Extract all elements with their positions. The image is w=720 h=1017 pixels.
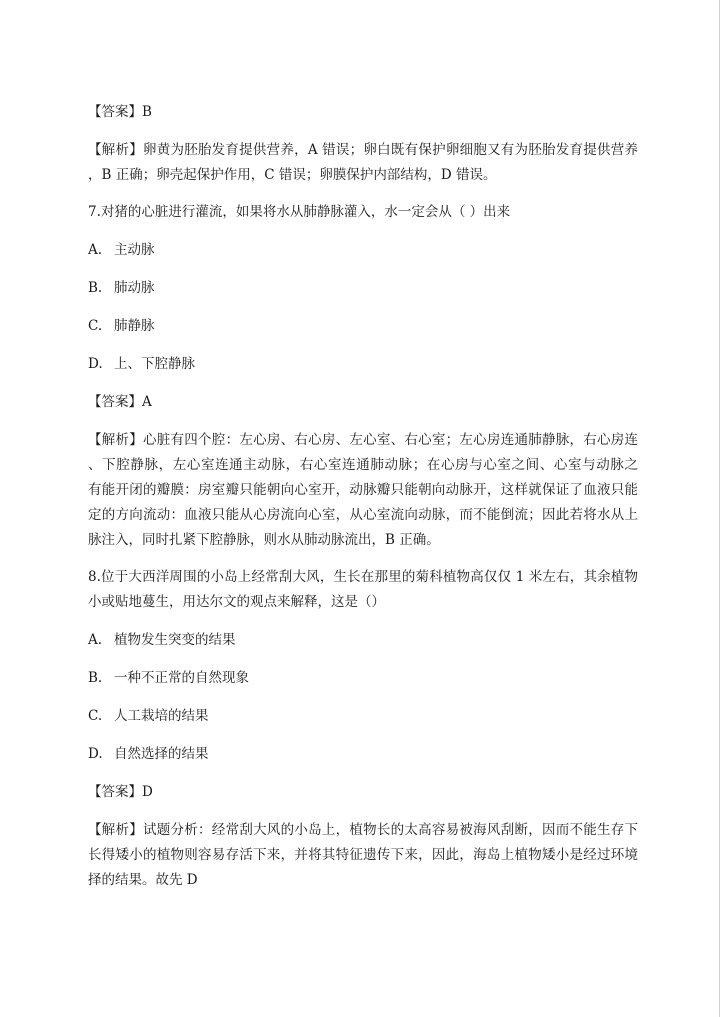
option-letter: A. bbox=[88, 242, 103, 258]
option-text: 上、下腔静脉 bbox=[114, 356, 195, 372]
q8-answer-block bbox=[88, 782, 638, 802]
option-letter: D. bbox=[88, 746, 103, 762]
option-text: 主动脉 bbox=[114, 242, 155, 258]
q8-stem-block bbox=[88, 567, 638, 612]
q7-analysis-line: 脉注入，同时扎紧下腔静脉，则水从肺动脉流出，B 正确。 bbox=[88, 532, 440, 548]
q8-analysis-line: 择的结果。故先 D bbox=[88, 872, 198, 888]
option-text: 肺静脉 bbox=[114, 318, 155, 334]
option-letter: A. bbox=[88, 632, 103, 648]
q7-analysis-line: 定的方向流动：血液只能从心房流向心室，从心室流向动脉，而不能倒流；因此若将水从上 bbox=[88, 507, 638, 523]
q7-analysis-line: 、下腔静脉，左心室连通主动脉，右心室连通肺动脉；在心房与心室之间、心室与动脉之 bbox=[88, 457, 638, 473]
option-text: 人工栽培的结果 bbox=[114, 708, 209, 724]
q8-stem-line: 小或贴地蔓生，用达尔文的观点来解释，这是（） bbox=[88, 594, 385, 610]
q8-analysis-line: 长得矮小的植物则容易存活下来，并将其特征遗传下来，因此，海岛上植物矮小是经过环境 bbox=[88, 847, 638, 863]
q7-analysis bbox=[88, 430, 638, 550]
option-letter: D. bbox=[88, 356, 103, 372]
q8-stem-line: 8.位于大西洋周围的小岛上经常刮大风，生长在那里的菊科植物高仅仅 1 米左右，其余植物 bbox=[88, 569, 638, 585]
q6-analysis-line: 【解析】卵黄为胚胎发育提供营养，A 错误；卵白既有保护卵细胞又有为胚胎发育提供营养 bbox=[88, 142, 638, 158]
option-letter: B. bbox=[88, 280, 103, 296]
q8-answer: 【答案】D bbox=[88, 784, 153, 800]
q7-answer: 【答案】A bbox=[88, 394, 152, 410]
q8-option-c bbox=[88, 706, 638, 726]
option-letter: B. bbox=[88, 670, 103, 686]
q6-answer: 【答案】B bbox=[88, 104, 152, 120]
option-letter: C. bbox=[88, 318, 103, 334]
q7-option-b bbox=[88, 278, 638, 298]
q8-analysis bbox=[88, 820, 638, 890]
option-text: 一种不正常的自然现象 bbox=[114, 670, 249, 686]
q7-answer-block bbox=[88, 392, 638, 412]
q6-answer-block bbox=[88, 102, 638, 122]
q6-analysis bbox=[88, 140, 638, 185]
q7-option-a bbox=[88, 240, 638, 260]
q7-stem: 7.对猪的心脏进行灌流，如果将水从肺静脉灌入，水一定会从（ ）出来 bbox=[88, 204, 511, 220]
document-content bbox=[88, 102, 638, 890]
q7-option-d bbox=[88, 354, 638, 374]
option-text: 自然选择的结果 bbox=[114, 746, 209, 762]
q7-option-c bbox=[88, 316, 638, 336]
option-text: 肺动脉 bbox=[114, 280, 155, 296]
option-text: 植物发生突变的结果 bbox=[114, 632, 236, 648]
option-letter: C. bbox=[88, 708, 103, 724]
q8-option-d bbox=[88, 744, 638, 764]
q7-stem-block bbox=[88, 202, 638, 222]
q8-option-b bbox=[88, 668, 638, 688]
q7-analysis-line: 【解析】心脏有四个腔：左心房、右心房、左心室、右心室；左心房连通肺静脉，右心房连 bbox=[88, 432, 638, 448]
q6-analysis-line: ，B 正确；卵壳起保护作用，C 错误；卵膜保护内部结构，D 错误。 bbox=[88, 167, 497, 183]
q8-option-a bbox=[88, 630, 638, 650]
q8-analysis-line: 【解析】试题分析：经常刮大风的小岛上，植物长的太高容易被海风刮断，因而不能生存下 bbox=[88, 822, 638, 838]
q7-analysis-line: 有能开闭的瓣膜：房室瓣只能朝向心室开，动脉瓣只能朝向动脉开，这样就保证了血液只能 bbox=[88, 482, 638, 498]
